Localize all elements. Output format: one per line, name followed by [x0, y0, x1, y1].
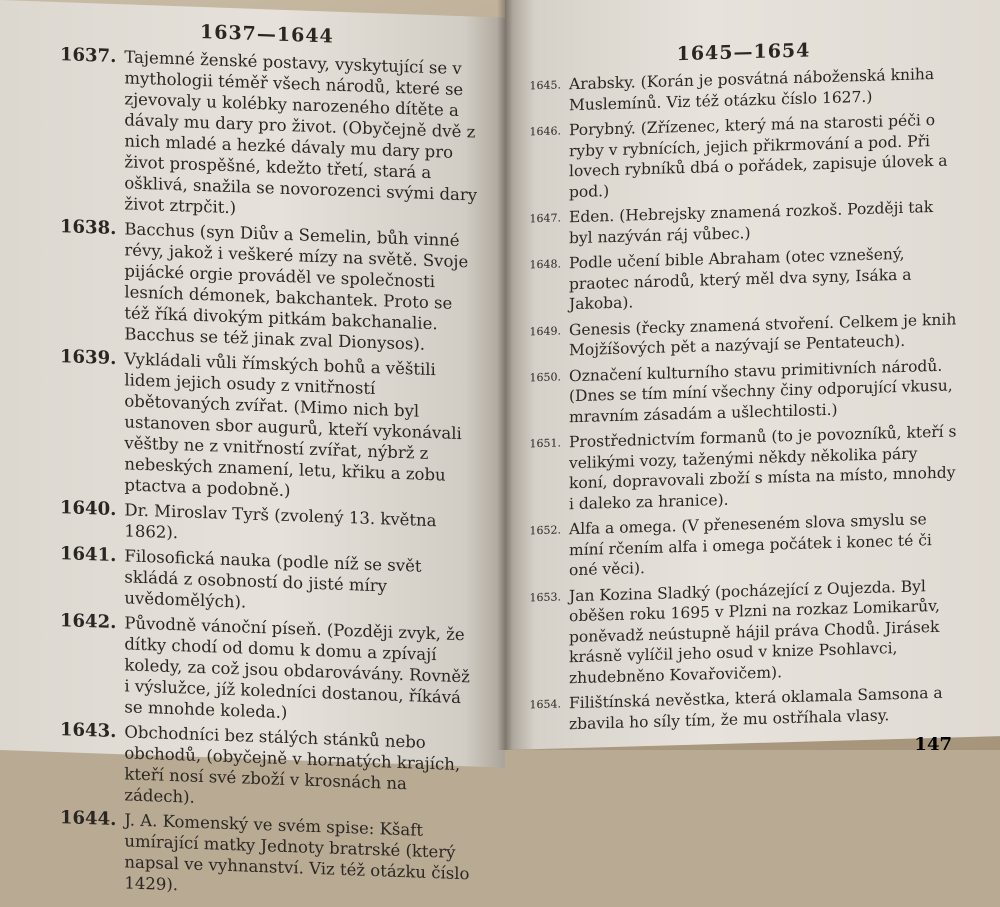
- entry-number: 1649.: [529, 323, 561, 338]
- entry-text: Eden. (Hebrejsky znamená rozkoš. Později tak byl nazýván ráj vůbec.): [569, 198, 934, 247]
- entry-number: 1642.: [60, 610, 117, 634]
- answer-entry-1645: [527, 63, 960, 116]
- answer-entry-1650: [527, 355, 960, 429]
- answer-entry-1648: [527, 242, 960, 316]
- entry-text: Vykládali vůli římských bohů a věštili lidem jejich osudy z vnitřností obětovaných zvířat. (Mimo nich byl ustanoven sbor augurů, kteří vykonávali věštby ne z vnitřností zvířat, nýbrž z nebeských znamení, letu, křiku a zobu ptactva a podobně.): [124, 349, 462, 501]
- entry-text: Původně vánoční píseň. (Později zvyk, že dítky chodí od domu k domu a zpívají koledy, za což jsou obdarovávány. Rovněž i výslužce, jíž koledníci dostanou, říkává se mnohde koleda.): [124, 613, 470, 723]
- entry-number: 1652.: [529, 523, 561, 538]
- entry-number: 1639.: [60, 346, 117, 370]
- left-page: [0, 0, 505, 895]
- entry-text: Obchodníci bez stálých stánků nebo obchodů, (obyčejně v hornatých krajích, kteří nosí své zboží v krosnách na zádech).: [124, 722, 461, 807]
- entry-number: 1644.: [60, 807, 117, 831]
- entry-number: 1648.: [529, 257, 561, 272]
- entry-text: Označení kulturního stavu primitivních národů. (Dnes se tím míní všechny činy odporující vkusu, mravním zásadám a ušlechtilosti.): [569, 356, 953, 426]
- answer-entry-1653: [527, 575, 960, 690]
- answer-entry-1649: [527, 309, 960, 362]
- entry-text: Dr. Miroslav Tyrš (zvolený 13. května 1862).: [124, 500, 437, 543]
- entry-text: Tajemné ženské postavy, vyskytující se v mythologii téměř všech národů, které se zjevovaly u kolébky narozeného dítěte a dávaly mu dary pro život. (Obyčejně dvě z nich mladé a hezké dávaly mu dary pro život prospěšné, kdežto třetí, stará a ošklivá, snažila se novorozenci svými dary život ztrpčit.): [124, 47, 478, 218]
- entry-text: Genesis (řecky znamená stvoření. Celkem je knih Mojžíšových pět a nazývají se Pentateuch).: [569, 309, 957, 360]
- entry-number: 1638.: [60, 216, 117, 240]
- left-running-head: 1637—1644: [200, 20, 334, 48]
- entry-text: Prostřednictvím formanů (to je povozníků, kteří s velikými vozy, taženými někdy několika páry koní, dopravovali zboží s místa na místo, mnohdy i daleko za hranice).: [569, 422, 957, 513]
- answer-entry-1646: [527, 109, 960, 203]
- right-running-head: 1645—1654: [676, 39, 811, 66]
- entry-text: Filosofická nauka (podle níž se svět skládá z osobností do jisté míry uvědomělých).: [124, 546, 422, 612]
- entry-text: Arabsky. (Korán je posvátná náboženská kniha Muslemínů. Viz též otázku číslo 1627.): [569, 65, 935, 114]
- left-entry-list: [60, 44, 479, 906]
- answer-entry-1639: [60, 346, 479, 508]
- entry-number: 1640.: [60, 497, 117, 521]
- entry-number: 1645.: [529, 78, 561, 93]
- entry-number: 1654.: [529, 697, 561, 712]
- right-entry-list: [527, 63, 960, 735]
- answer-entry-1651: [527, 421, 960, 515]
- answer-entry-1642: [60, 610, 479, 730]
- entry-text: J. A. Komenský ve svém spise: Kšaft umírající matky Jednoty bratrské (který napsal ve vyhnanství. Viz též otázku číslo 1429).: [124, 810, 470, 895]
- answer-entry-1652: [527, 508, 960, 582]
- entry-number: 1651.: [529, 436, 561, 451]
- entry-text: Filištínská nevěstka, která oklamala Samsona a zbavila ho síly tím, že mu ostříhala vlasy.: [569, 683, 943, 733]
- entry-text: Alfa a omega. (V přeneseném slova smyslu se míní rčením alfa i omega počátek i konec té či oné věci).: [569, 510, 932, 580]
- answer-entry-1643: [60, 719, 479, 818]
- answer-entry-1638: [60, 216, 479, 357]
- answer-entry-1637: [60, 44, 479, 227]
- right-page: [505, 0, 1000, 750]
- answer-entry-1647: [527, 196, 960, 249]
- entry-text: Podle učení bible Abraham (otec vznešený, praotec národů, který měl dva syny, Isáka a Jakoba).: [569, 244, 912, 314]
- entry-number: 1650.: [529, 369, 561, 384]
- page-number: 147: [914, 734, 952, 755]
- answer-entry-1644: [60, 807, 479, 906]
- entry-number: 1646.: [529, 124, 561, 139]
- entry-number: 1647.: [529, 211, 561, 226]
- entry-text: Jan Kozina Sladký (pocházející z Oujezda. Byl oběšen roku 1695 v Plzni na rozkaz Lomikarův, poněvadž neústupně hájil práva Chodů. Jirásek krásně vylíčil jeho osud v knize Psohlavci, zhudebněno Kovařovičem).: [569, 576, 940, 687]
- entry-text: Bacchus (syn Diův a Semelin, bůh vinné révy, jakož i veškeré mízy na světě. Svoje pijácké orgie prováděl ve společnosti lesních démonek, bakchantek. Proto se též říká divokým pitkám bakchanalie. Bacchus se též jinak zval Dionysos).: [124, 219, 469, 354]
- entry-number: 1643.: [60, 719, 117, 743]
- entry-number: 1641.: [60, 543, 117, 567]
- entry-number: 1637.: [60, 44, 117, 68]
- answer-entry-1654: [527, 682, 960, 735]
- answer-entry-1641: [60, 543, 479, 621]
- entry-number: 1653.: [529, 589, 561, 604]
- entry-text: Porybný. (Zřízenec, který má na starosti péči o ryby v rybnících, jejich přikrmování a pod. Při lovech rybníků dbá o pořádek, zapisuje úlovek a pod.): [569, 110, 948, 201]
- book-gutter: [497, 0, 513, 750]
